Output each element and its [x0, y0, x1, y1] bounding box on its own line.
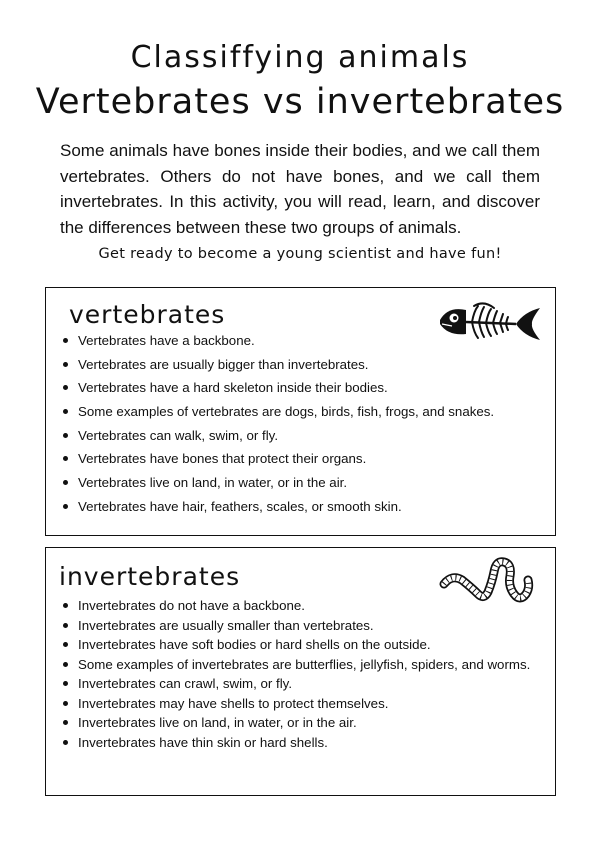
- fact-text: Invertebrates have thin skin or hard shells.: [78, 734, 328, 750]
- bullet-icon: [63, 681, 68, 686]
- bullet-icon: [63, 433, 68, 438]
- fact-text: Vertebrates have a backbone.: [78, 333, 255, 348]
- bullet-icon: [63, 642, 68, 647]
- fact-text: Invertebrates may have shells to protect themselves.: [78, 695, 389, 711]
- fact-text: Invertebrates have soft bodies or hard shells on the outside.: [78, 637, 431, 652]
- list-item: [60, 733, 542, 753]
- bullet-icon: [63, 623, 68, 628]
- list-item: [60, 355, 545, 374]
- list-item: [60, 616, 542, 636]
- vertebrates-title: vertebrates: [69, 300, 226, 329]
- fact-text: Vertebrates can walk, swim, or fly.: [78, 427, 279, 443]
- fact-text: Invertebrates live on land, in water, or in the air.: [78, 715, 357, 730]
- bullet-icon: [63, 701, 68, 706]
- list-item: [60, 426, 545, 445]
- list-item: [60, 713, 542, 733]
- bullet-icon: [63, 720, 68, 725]
- vertebrates-box: [45, 287, 556, 536]
- fact-text: Vertebrates have bones that protect their organs.: [78, 451, 367, 467]
- intro-paragraph: Some animals have bones inside their bodies, and we call them vertebrates. Others do not have bones, and we call them invertebrates. In this activity, you will read, learn, and discover the differences between these two groups of animals.: [60, 141, 540, 237]
- list-item: [60, 402, 545, 421]
- bullet-icon: [63, 504, 68, 509]
- invertebrates-title: invertebrates: [59, 562, 241, 591]
- bullet-icon: [63, 409, 68, 414]
- list-item: [60, 596, 542, 616]
- fact-text: Vertebrates are usually bigger than invertebrates.: [78, 356, 369, 372]
- list-item: [60, 331, 545, 350]
- bullet-icon: [63, 480, 68, 485]
- bullet-icon: [63, 740, 68, 745]
- fact-text: Vertebrates live on land, in water, or in the air.: [78, 475, 348, 491]
- page-title: Classiffying animals: [130, 40, 470, 75]
- tagline: Get ready to become a young scientist and have fun!: [98, 246, 502, 262]
- bullet-icon: [63, 362, 68, 367]
- bullet-icon: [63, 338, 68, 343]
- fact-text: Vertebrates have a hard skeleton inside their bodies.: [78, 380, 388, 396]
- invertebrates-fact-list: [60, 596, 542, 752]
- list-item: [60, 378, 545, 397]
- fact-text: Invertebrates do not have a backbone.: [78, 598, 305, 613]
- list-item: [60, 473, 545, 492]
- invertebrates-box: [45, 547, 556, 796]
- bullet-icon: [63, 385, 68, 390]
- bullet-icon: [63, 662, 68, 667]
- fact-text: Vertebrates have hair, feathers, scales, or smooth skin.: [78, 498, 402, 514]
- list-item: [60, 694, 542, 714]
- list-item: [60, 497, 545, 516]
- list-item: [60, 635, 542, 655]
- bullet-icon: [63, 603, 68, 608]
- fact-text: Invertebrates are usually smaller than vertebrates.: [78, 617, 374, 633]
- fact-text: Some examples of vertebrates are dogs, birds, fish, frogs, and snakes.: [78, 404, 495, 420]
- vertebrates-fact-list: [60, 331, 545, 521]
- fact-text: Some examples of invertebrates are butterflies, jellyfish, spiders, and worms.: [78, 656, 531, 672]
- list-item: [60, 449, 545, 468]
- list-item: [60, 674, 542, 694]
- fact-text: Invertebrates can crawl, swim, or fly.: [78, 676, 293, 691]
- page-subtitle: Vertebrates vs invertebrates: [35, 82, 565, 122]
- bullet-icon: [63, 456, 68, 461]
- list-item: [60, 655, 542, 675]
